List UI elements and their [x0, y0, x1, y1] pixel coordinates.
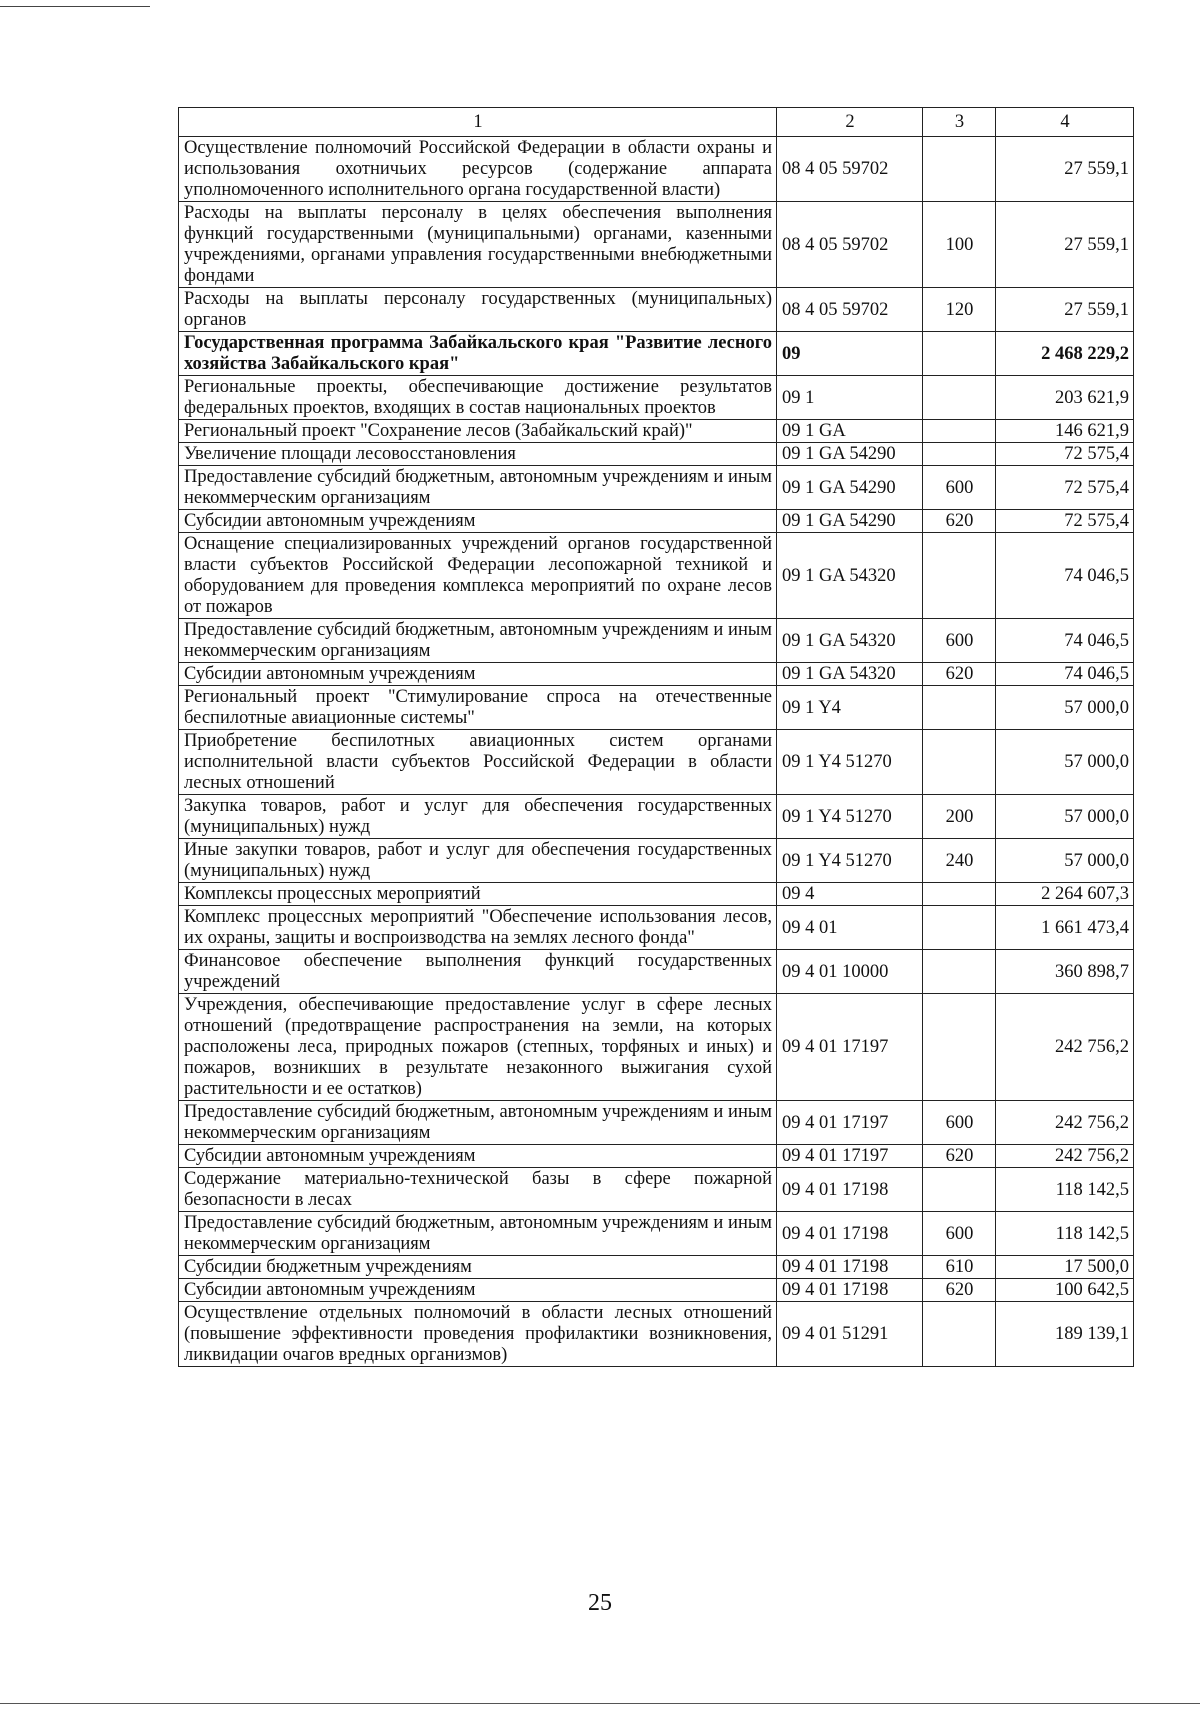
- row-expense-type: 620: [923, 1279, 996, 1302]
- row-expense-type: [923, 883, 996, 906]
- row-code: 09: [777, 332, 923, 376]
- row-name: Региональный проект "Стимулирование спроса на отечественные беспилотные авиационные системы": [179, 686, 777, 730]
- table-row: [179, 443, 1134, 466]
- table-row: [179, 1101, 1134, 1145]
- row-code: 09 1 Y4 51270: [777, 839, 923, 883]
- row-amount: 146 621,9: [996, 420, 1134, 443]
- table-row: [179, 1145, 1134, 1168]
- table-row: [179, 202, 1134, 288]
- table-row: [179, 288, 1134, 332]
- table-row: [179, 137, 1134, 202]
- table-row: [179, 686, 1134, 730]
- row-name: Приобретение беспилотных авиационных систем органами исполнительной власти субъектов Российской Федерации в области лесных отношений: [179, 730, 777, 795]
- row-code: 09 1 GA 54290: [777, 510, 923, 533]
- header-col-4: 4: [996, 108, 1134, 137]
- row-amount: 72 575,4: [996, 466, 1134, 510]
- row-amount: 27 559,1: [996, 202, 1134, 288]
- row-code: 09 1 GA 54320: [777, 663, 923, 686]
- table-row: [179, 795, 1134, 839]
- row-amount: 189 139,1: [996, 1302, 1134, 1367]
- row-expense-type: [923, 1168, 996, 1212]
- row-code: 09 1 Y4 51270: [777, 730, 923, 795]
- row-code: 09 1: [777, 376, 923, 420]
- row-name: Государственная программа Забайкальского края "Развитие лесного хозяйства Забайкальского края": [179, 332, 777, 376]
- row-code: 09 4 01: [777, 906, 923, 950]
- row-name: Субсидии автономным учреждениям: [179, 510, 777, 533]
- row-code: 09 1 GA 54290: [777, 466, 923, 510]
- row-name: Комплекс процессных мероприятий "Обеспечение использования лесов, их охраны, защиты и воспроизводства на землях лесного фонда": [179, 906, 777, 950]
- row-amount: 74 046,5: [996, 533, 1134, 619]
- row-name: Расходы на выплаты персоналу государственных (муниципальных) органов: [179, 288, 777, 332]
- row-name: Учреждения, обеспечивающие предоставление услуг в сфере лесных отношений (предотвращение распространения на земли, на которых расположены леса, природных пожаров (степных, торфяных и иных) и пожаров, возникших в результате незаконного выжигания сухой растительности и ее остатков): [179, 994, 777, 1101]
- row-amount: 57 000,0: [996, 730, 1134, 795]
- row-expense-type: [923, 420, 996, 443]
- row-amount: 1 661 473,4: [996, 906, 1134, 950]
- table-row: [179, 533, 1134, 619]
- row-expense-type: 600: [923, 619, 996, 663]
- row-code: 09 4 01 17198: [777, 1256, 923, 1279]
- row-code: 09 1 GA: [777, 420, 923, 443]
- row-expense-type: [923, 332, 996, 376]
- row-name: Субсидии автономным учреждениям: [179, 1145, 777, 1168]
- row-expense-type: 240: [923, 839, 996, 883]
- row-expense-type: [923, 1302, 996, 1367]
- row-name: Предоставление субсидий бюджетным, автономным учреждениям и иным некоммерческим организациям: [179, 1212, 777, 1256]
- row-name: Осуществление отдельных полномочий в области лесных отношений (повышение эффективности проведения профилактики возникновения, ликвидации очагов вредных организмов): [179, 1302, 777, 1367]
- row-expense-type: 610: [923, 1256, 996, 1279]
- row-code: 09 4 01 17198: [777, 1212, 923, 1256]
- row-name: Расходы на выплаты персоналу в целях обеспечения выполнения функций государственными (муниципальными) органами, казенными учреждениями, органами управления государственными внебюджетными фондами: [179, 202, 777, 288]
- row-amount: 72 575,4: [996, 510, 1134, 533]
- row-code: 09 1 Y4: [777, 686, 923, 730]
- table-row: [179, 1279, 1134, 1302]
- row-amount: 57 000,0: [996, 686, 1134, 730]
- table-row: [179, 510, 1134, 533]
- table-row: [179, 1168, 1134, 1212]
- row-amount: 74 046,5: [996, 663, 1134, 686]
- row-expense-type: 600: [923, 466, 996, 510]
- row-code: 08 4 05 59702: [777, 202, 923, 288]
- row-amount: 27 559,1: [996, 137, 1134, 202]
- row-expense-type: [923, 443, 996, 466]
- row-code: 09 4: [777, 883, 923, 906]
- table-row: [179, 663, 1134, 686]
- row-code: 09 4 01 17198: [777, 1168, 923, 1212]
- row-code: 09 4 01 51291: [777, 1302, 923, 1367]
- row-name: Предоставление субсидий бюджетным, автономным учреждениям и иным некоммерческим организациям: [179, 619, 777, 663]
- row-expense-type: 200: [923, 795, 996, 839]
- row-name: Субсидии бюджетным учреждениям: [179, 1256, 777, 1279]
- table-row: [179, 619, 1134, 663]
- row-amount: 57 000,0: [996, 795, 1134, 839]
- row-amount: 203 621,9: [996, 376, 1134, 420]
- row-code: 09 4 01 10000: [777, 950, 923, 994]
- row-expense-type: 620: [923, 663, 996, 686]
- table-row: [179, 332, 1134, 376]
- row-expense-type: [923, 950, 996, 994]
- row-name: Иные закупки товаров, работ и услуг для обеспечения государственных (муниципальных) нужд: [179, 839, 777, 883]
- table-row: [179, 730, 1134, 795]
- row-name: Увеличение площади лесовосстановления: [179, 443, 777, 466]
- row-amount: 118 142,5: [996, 1168, 1134, 1212]
- table-header-row: [179, 108, 1134, 137]
- row-expense-type: 600: [923, 1101, 996, 1145]
- row-amount: 2 468 229,2: [996, 332, 1134, 376]
- row-code: 09 1 GA 54320: [777, 533, 923, 619]
- scan-edge-bottom: [0, 1703, 1200, 1704]
- row-amount: 360 898,7: [996, 950, 1134, 994]
- row-name: Финансовое обеспечение выполнения функций государственных учреждений: [179, 950, 777, 994]
- table-row: [179, 839, 1134, 883]
- budget-table: [178, 107, 1134, 1367]
- row-amount: 74 046,5: [996, 619, 1134, 663]
- row-name: Предоставление субсидий бюджетным, автономным учреждениям и иным некоммерческим организациям: [179, 1101, 777, 1145]
- table-row: [179, 883, 1134, 906]
- row-code: 09 1 GA 54320: [777, 619, 923, 663]
- row-name: Региональные проекты, обеспечивающие достижение результатов федеральных проектов, входящих в состав национальных проектов: [179, 376, 777, 420]
- table-row: [179, 994, 1134, 1101]
- row-name: Субсидии автономным учреждениям: [179, 1279, 777, 1302]
- row-expense-type: [923, 730, 996, 795]
- row-expense-type: [923, 994, 996, 1101]
- row-amount: 17 500,0: [996, 1256, 1134, 1279]
- row-code: 08 4 05 59702: [777, 137, 923, 202]
- row-name: Региональный проект "Сохранение лесов (Забайкальский край)": [179, 420, 777, 443]
- header-col-2: 2: [777, 108, 923, 137]
- row-expense-type: 620: [923, 510, 996, 533]
- row-expense-type: [923, 533, 996, 619]
- table-row: [179, 906, 1134, 950]
- row-expense-type: 600: [923, 1212, 996, 1256]
- header-col-1: 1: [179, 108, 777, 137]
- table-row: [179, 1256, 1134, 1279]
- table-row: [179, 1302, 1134, 1367]
- row-amount: 27 559,1: [996, 288, 1134, 332]
- row-code: 09 4 01 17198: [777, 1279, 923, 1302]
- row-name: Предоставление субсидий бюджетным, автономным учреждениям и иным некоммерческим организациям: [179, 466, 777, 510]
- row-expense-type: [923, 376, 996, 420]
- row-amount: 2 264 607,3: [996, 883, 1134, 906]
- row-amount: 242 756,2: [996, 994, 1134, 1101]
- row-code: 09 1 Y4 51270: [777, 795, 923, 839]
- row-amount: 72 575,4: [996, 443, 1134, 466]
- row-code: 09 4 01 17197: [777, 994, 923, 1101]
- row-name: Оснащение специализированных учреждений органов государственной власти субъектов Российской Федерации лесопожарной техникой и оборудованием для проведения комплекса мероприятий по охране лесов от пожаров: [179, 533, 777, 619]
- row-code: 09 4 01 17197: [777, 1101, 923, 1145]
- row-amount: 100 642,5: [996, 1279, 1134, 1302]
- row-expense-type: 120: [923, 288, 996, 332]
- row-code: 08 4 05 59702: [777, 288, 923, 332]
- row-expense-type: [923, 686, 996, 730]
- row-name: Осуществление полномочий Российской Федерации в области охраны и использования охотничьих ресурсов (содержание аппарата уполномоченного исполнительного органа государственной власти): [179, 137, 777, 202]
- row-amount: 57 000,0: [996, 839, 1134, 883]
- table-row: [179, 466, 1134, 510]
- row-name: Субсидии автономным учреждениям: [179, 663, 777, 686]
- row-expense-type: 100: [923, 202, 996, 288]
- row-amount: 118 142,5: [996, 1212, 1134, 1256]
- row-name: Закупка товаров, работ и услуг для обеспечения государственных (муниципальных) нужд: [179, 795, 777, 839]
- table-row: [179, 950, 1134, 994]
- table-row: [179, 1212, 1134, 1256]
- row-expense-type: 620: [923, 1145, 996, 1168]
- table-body: [179, 137, 1134, 1367]
- table-row: [179, 376, 1134, 420]
- row-amount: 242 756,2: [996, 1145, 1134, 1168]
- row-expense-type: [923, 906, 996, 950]
- table-row: [179, 420, 1134, 443]
- row-amount: 242 756,2: [996, 1101, 1134, 1145]
- page-number: 25: [588, 1590, 612, 1616]
- header-col-3: 3: [923, 108, 996, 137]
- row-name: Комплексы процессных мероприятий: [179, 883, 777, 906]
- scan-edge-top: [0, 6, 150, 7]
- row-expense-type: [923, 137, 996, 202]
- row-code: 09 1 GA 54290: [777, 443, 923, 466]
- row-name: Содержание материально-технической базы в сфере пожарной безопасности в лесах: [179, 1168, 777, 1212]
- row-code: 09 4 01 17197: [777, 1145, 923, 1168]
